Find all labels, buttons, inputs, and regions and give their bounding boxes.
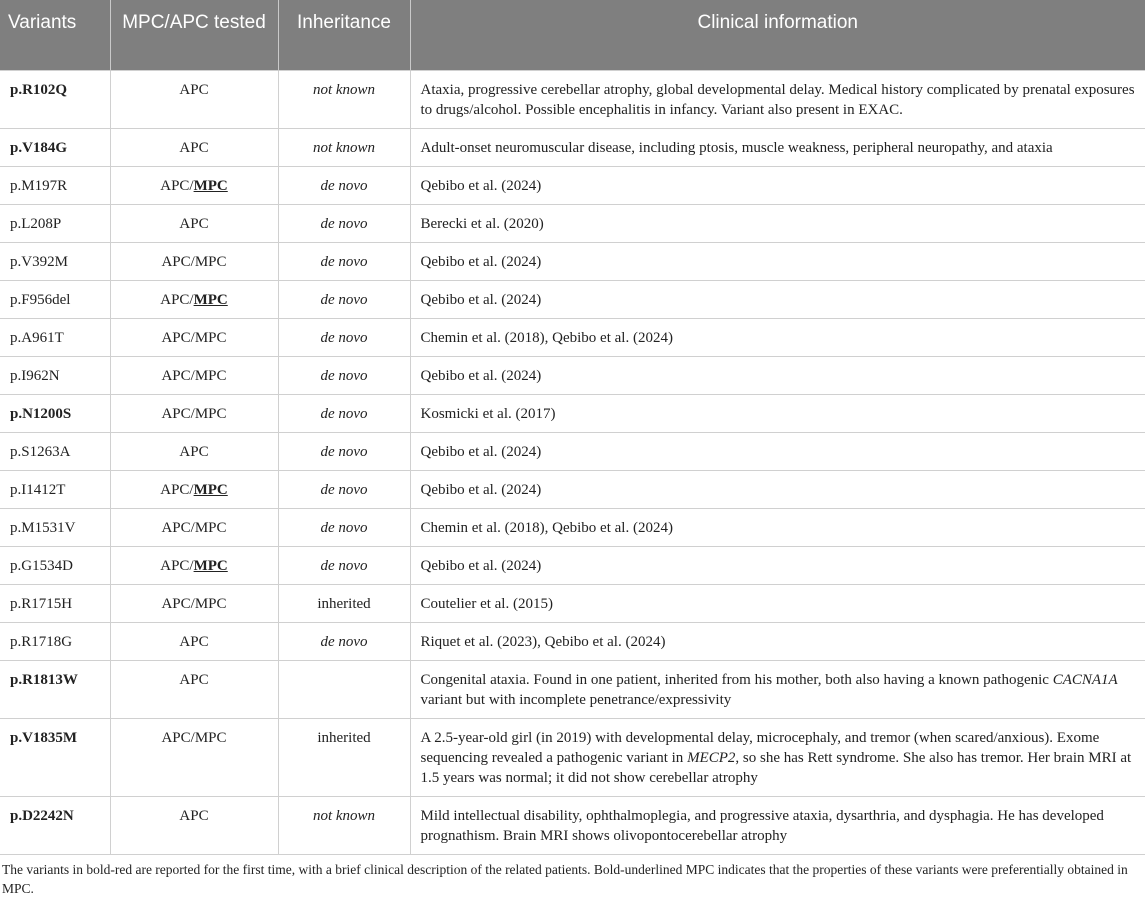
tested-cell <box>110 167 278 205</box>
clinical-cell <box>410 509 1145 547</box>
tested-cell <box>110 509 278 547</box>
variant-cell: p.R1718G <box>0 623 110 661</box>
inheritance-cell: de novo <box>278 357 410 395</box>
tested-text: APC/MPC <box>161 520 227 536</box>
mpc-preferred-label: MPC <box>193 292 228 308</box>
tested-cell <box>110 243 278 281</box>
table-row <box>0 719 1145 797</box>
tested-cell <box>110 71 278 129</box>
gene-name: CACNA1A <box>1052 672 1118 688</box>
variant-cell: p.R1715H <box>0 585 110 623</box>
inheritance-cell: not known <box>278 797 410 855</box>
tested-cell <box>110 433 278 471</box>
clinical-cell <box>410 243 1145 281</box>
inheritance-cell: de novo <box>278 547 410 585</box>
table-row <box>0 71 1145 129</box>
tested-text: APC/ <box>160 292 194 308</box>
clinical-text: Mild intellectual disability, ophthalmoplegia, and progressive ataxia, dysarthria, and dysphagia. He has developed prognathism. Brain MRI shows olivopontocerebellar atrophy <box>420 808 1104 844</box>
mpc-preferred-label: MPC <box>193 482 228 498</box>
clinical-text: Chemin et al. (2018), Qebibo et al. (2024) <box>420 330 673 346</box>
header-clinical: Clinical information <box>410 0 1145 71</box>
clinical-cell <box>410 319 1145 357</box>
table-row <box>0 319 1145 357</box>
tested-cell <box>110 585 278 623</box>
clinical-cell <box>410 471 1145 509</box>
clinical-text: Qebibo et al. (2024) <box>420 292 542 308</box>
table-row <box>0 547 1145 585</box>
clinical-cell <box>410 129 1145 167</box>
tested-text: APC/MPC <box>161 368 227 384</box>
tested-text: APC/ <box>160 178 194 194</box>
variant-cell: p.V184G <box>0 129 110 167</box>
inheritance-cell: de novo <box>278 319 410 357</box>
tested-cell <box>110 319 278 357</box>
variant-cell: p.V1835M <box>0 719 110 797</box>
table-row <box>0 623 1145 661</box>
tested-cell <box>110 547 278 585</box>
tested-cell <box>110 395 278 433</box>
tested-cell <box>110 357 278 395</box>
clinical-cell <box>410 395 1145 433</box>
table-row <box>0 395 1145 433</box>
inheritance-cell: de novo <box>278 433 410 471</box>
clinical-text: Riquet et al. (2023), Qebibo et al. (2024) <box>420 634 666 650</box>
inheritance-cell: de novo <box>278 205 410 243</box>
tested-cell <box>110 129 278 167</box>
clinical-cell <box>410 281 1145 319</box>
tested-text: APC/MPC <box>161 406 227 422</box>
tested-text: APC <box>179 634 209 650</box>
tested-text: APC <box>179 672 209 688</box>
inheritance-cell: de novo <box>278 509 410 547</box>
table-header-row <box>0 0 1145 71</box>
gene-name: MECP2 <box>687 750 736 766</box>
tested-cell <box>110 471 278 509</box>
table-row <box>0 509 1145 547</box>
clinical-cell <box>410 205 1145 243</box>
tested-text: APC/MPC <box>161 254 227 270</box>
clinical-text: variant but with incomplete penetrance/expressivity <box>420 692 732 708</box>
clinical-text: Qebibo et al. (2024) <box>420 482 542 498</box>
inheritance-cell: de novo <box>278 167 410 205</box>
tested-text: APC/MPC <box>161 330 227 346</box>
clinical-cell <box>410 661 1145 719</box>
clinical-cell <box>410 433 1145 471</box>
inheritance-cell: de novo <box>278 395 410 433</box>
clinical-cell <box>410 357 1145 395</box>
variant-cell: p.N1200S <box>0 395 110 433</box>
variant-cell: p.D2242N <box>0 797 110 855</box>
variant-cell: p.M1531V <box>0 509 110 547</box>
table-footnote: The variants in bold-red are reported for the first time, with a brief clinical description of the related patients. Bold-underlined MPC indicates that the properties of these variants were preferentially obtained in MPC. <box>2 862 1128 896</box>
inheritance-cell: inherited <box>278 585 410 623</box>
mpc-preferred-label: MPC <box>193 558 228 574</box>
tested-text: APC <box>179 82 209 98</box>
header-inheritance: Inheritance <box>278 0 410 71</box>
table-row <box>0 471 1145 509</box>
variant-cell: p.F956del <box>0 281 110 319</box>
clinical-text: , so she has Rett syndrome. She also has tremor. Her brain MRI at 1.5 years was normal; it did not show cerebellar atrophy <box>420 750 1132 786</box>
table-row <box>0 585 1145 623</box>
clinical-cell <box>410 797 1145 855</box>
tested-text: APC/MPC <box>161 596 227 612</box>
tested-text: APC/MPC <box>161 730 227 746</box>
variant-cell: p.L208P <box>0 205 110 243</box>
tested-text: APC <box>179 444 209 460</box>
clinical-cell <box>410 167 1145 205</box>
tested-cell <box>110 719 278 797</box>
tested-text: APC <box>179 216 209 232</box>
clinical-text: Qebibo et al. (2024) <box>420 368 542 384</box>
tested-cell <box>110 623 278 661</box>
clinical-text: Kosmicki et al. (2017) <box>420 406 556 422</box>
table-row <box>0 243 1145 281</box>
header-tested: MPC/APC tested <box>110 0 278 71</box>
clinical-text: Chemin et al. (2018), Qebibo et al. (2024) <box>420 520 673 536</box>
table-row <box>0 205 1145 243</box>
clinical-cell <box>410 719 1145 797</box>
tested-text: APC/ <box>160 558 194 574</box>
inheritance-cell: de novo <box>278 471 410 509</box>
clinical-text: Adult-onset neuromuscular disease, including ptosis, muscle weakness, peripheral neuropathy, and ataxia <box>420 140 1053 156</box>
inheritance-cell: inherited <box>278 719 410 797</box>
inheritance-cell: de novo <box>278 243 410 281</box>
variant-cell: p.I1412T <box>0 471 110 509</box>
variant-cell: p.M197R <box>0 167 110 205</box>
table-row <box>0 281 1145 319</box>
tested-text: APC <box>179 140 209 156</box>
clinical-text: Congenital ataxia. Found in one patient, inherited from his mother, both also having a known pathogenic <box>420 672 1053 688</box>
tested-cell <box>110 661 278 719</box>
variant-cell: p.I962N <box>0 357 110 395</box>
inheritance-cell <box>278 661 410 719</box>
table-row <box>0 661 1145 719</box>
variant-cell: p.R1813W <box>0 661 110 719</box>
inheritance-cell: not known <box>278 71 410 129</box>
clinical-text: Qebibo et al. (2024) <box>420 254 542 270</box>
clinical-text: Berecki et al. (2020) <box>420 216 544 232</box>
mpc-preferred-label: MPC <box>193 178 228 194</box>
clinical-cell <box>410 585 1145 623</box>
tested-text: APC <box>179 808 209 824</box>
variant-cell: p.G1534D <box>0 547 110 585</box>
variant-cell: p.S1263A <box>0 433 110 471</box>
tested-text: APC/ <box>160 482 194 498</box>
tested-cell <box>110 281 278 319</box>
table-row <box>0 167 1145 205</box>
clinical-text: Ataxia, progressive cerebellar atrophy, global developmental delay. Medical history complicated by prenatal exposures to drugs/alcohol. Possible encephalitis in infancy. Variant also present in EXAC. <box>420 82 1135 118</box>
clinical-text: Qebibo et al. (2024) <box>420 444 542 460</box>
table-row <box>0 129 1145 167</box>
inheritance-cell: not known <box>278 129 410 167</box>
clinical-text: Qebibo et al. (2024) <box>420 558 542 574</box>
table-row <box>0 357 1145 395</box>
inheritance-cell: de novo <box>278 281 410 319</box>
table-row <box>0 433 1145 471</box>
header-variants: Variants <box>0 0 110 71</box>
clinical-cell <box>410 623 1145 661</box>
inheritance-cell: de novo <box>278 623 410 661</box>
clinical-text: Coutelier et al. (2015) <box>420 596 553 612</box>
table-row <box>0 797 1145 855</box>
clinical-text: A 2.5-year-old girl (in 2019) with developmental delay, microcephaly, and tremor (when scared/anxious). Exome sequencing revealed a pathogenic variant in <box>420 730 1100 766</box>
variant-cell: p.V392M <box>0 243 110 281</box>
clinical-cell <box>410 71 1145 129</box>
tested-cell <box>110 797 278 855</box>
clinical-text: Qebibo et al. (2024) <box>420 178 542 194</box>
tested-cell <box>110 205 278 243</box>
table-body <box>0 71 1145 855</box>
variant-cell: p.R102Q <box>0 71 110 129</box>
variant-cell: p.A961T <box>0 319 110 357</box>
clinical-cell <box>410 547 1145 585</box>
